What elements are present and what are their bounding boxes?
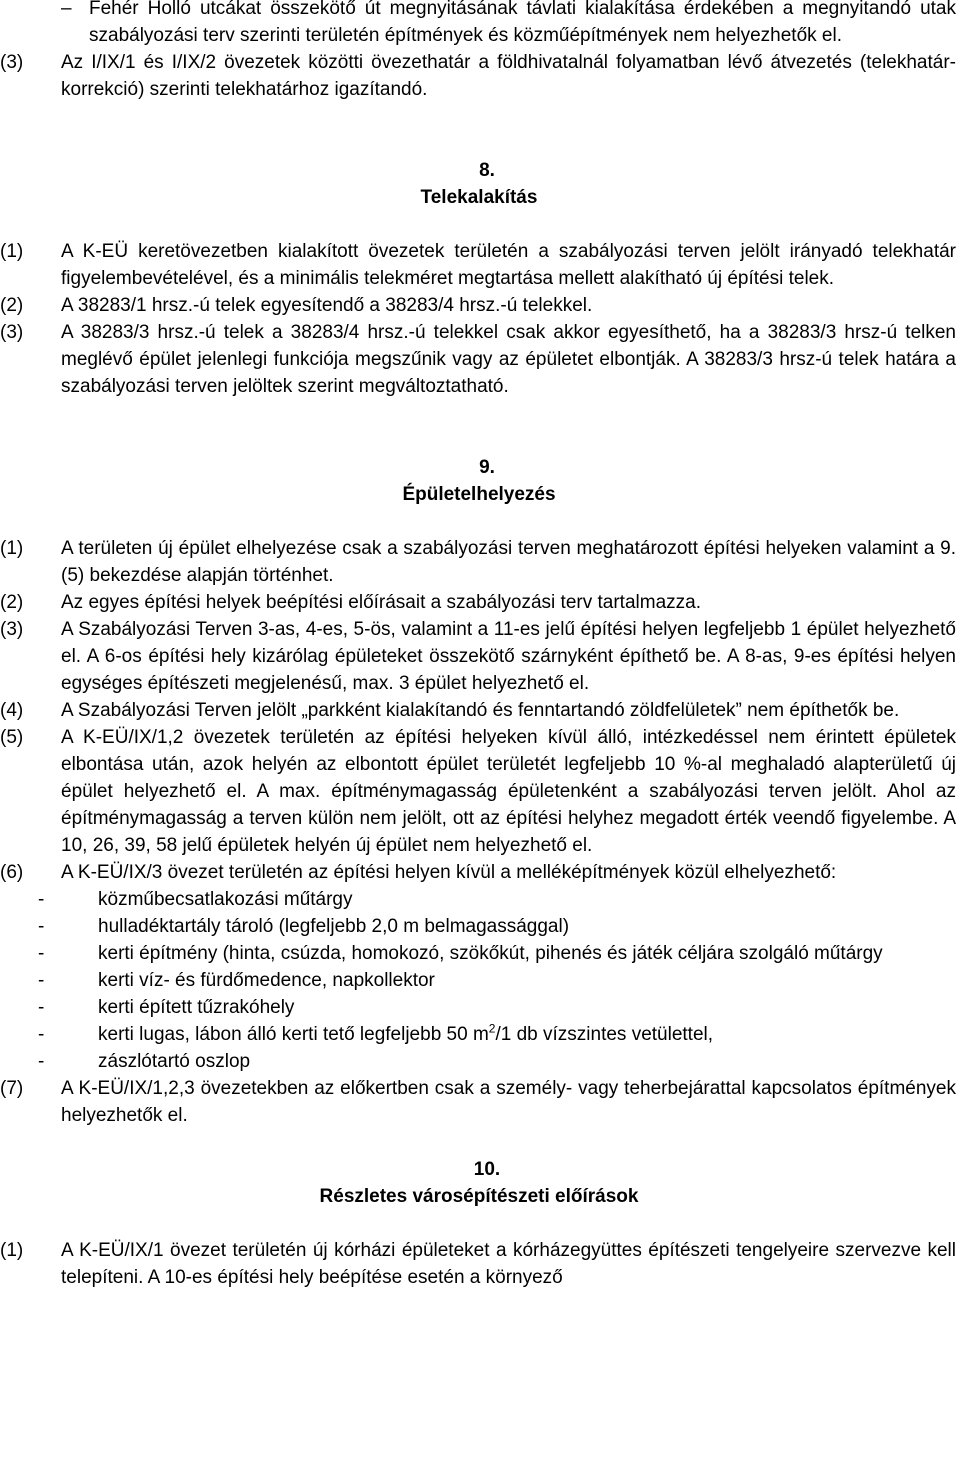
bullet-mark: -	[38, 916, 45, 937]
section-8-paragraph	[0, 238, 958, 292]
paragraph-number: (2)	[0, 592, 24, 613]
list-item-dash	[0, 0, 958, 49]
paragraph-number: (2)	[0, 295, 24, 316]
section-9-paragraph-7	[0, 1075, 958, 1129]
section-10-paragraph	[0, 1237, 958, 1291]
bullet-mark: -	[38, 1024, 45, 1045]
list-item	[0, 994, 958, 1021]
section-9-paragraph	[0, 616, 958, 697]
superscript: 2	[488, 1021, 496, 1036]
section-9-paragraph	[0, 697, 958, 724]
paragraph-text: A K-EÜ/IX/3 övezet területén az építési helyen kívül a melléképítmények közül elhelyezhető:	[61, 862, 837, 883]
dash-item-text: Fehér Holló utcákat összekötő út megnyitásának távlati kialakítása érdekében a megnyitandó utak szabályozási terv szerinti területén építmények és közműépítmények nem helyezhetők el.	[89, 0, 956, 46]
paragraph-text: A K-EÜ keretövezetben kialakított övezetek területén a szabályozási terven jelölt irányadó telekhatár figyelembevételével, és a minimális telekméret megtartása mellett alakítható új építési telek.	[61, 241, 956, 289]
paragraph-text: A 38283/3 hrsz.-ú telek a 38283/4 hrsz.-ú telekkel csak akkor egyesíthető, ha a 38283/3 hrsz-ú telken meglévő épület jelenlegi funkciója megszűnik vagy az épületet elbontják. A 38283/3 hrsz-ú telek határa a szabályozási terven jelöltek szerint megváltoztatható.	[61, 322, 956, 397]
paragraph-number: (7)	[0, 1078, 24, 1099]
section-9-paragraph	[0, 859, 958, 886]
paragraph-text: Az I/IX/1 és I/IX/2 övezetek közötti övezethatár a földhivatalnál folyamatban lévő átvezetés (telekhatár-korrekció) szerinti telekhatárhoz igazítandó.	[61, 52, 956, 100]
paragraph-text: A területen új épület elhelyezése csak a szabályozási terven meghatározott építési helyeken valamint a 9. (5) bekezdése alapján történhet.	[61, 538, 956, 586]
list-item	[0, 940, 958, 967]
section-10-number: 10.	[473, 1159, 501, 1180]
section-9-title: Épületelhelyezés	[402, 484, 556, 505]
bullet-mark: -	[38, 997, 45, 1018]
paragraph-text: A Szabályozási Terven jelölt „parkként kialakítandó és fenntartandó zöldfelületek” nem építhetők be.	[61, 700, 900, 721]
list-item-text: hulladéktartály tároló (legfeljebb 2,0 m belmagassággal)	[98, 916, 570, 937]
section-8-title: Telekalakítás	[420, 187, 538, 208]
paragraph-number: (3)	[0, 52, 24, 73]
list-item-text: zászlótartó oszlop	[98, 1051, 251, 1072]
section-9-paragraph	[0, 724, 958, 859]
list-item	[0, 1021, 958, 1048]
section-9-paragraph	[0, 535, 958, 589]
paragraph-text: A Szabályozási Terven 3-as, 4-es, 5-ös, valamint a 11-es jelű építési helyen legfeljebb 1 épület helyezhető el. A 6-os építési hely kizárólag épületeket összekötő szárnyként építhető be. A 8-as, 9-es építési helyen egységes építészeti megjelenésű, max. 3 épület helyezhető el.	[61, 619, 956, 694]
paragraph-number: (1)	[0, 241, 24, 262]
section-8-paragraph	[0, 292, 958, 319]
section-9-paragraph	[0, 589, 958, 616]
dash-mark: –	[61, 0, 72, 19]
paragraph-number: (6)	[0, 862, 24, 883]
section-8-number: 8.	[479, 160, 495, 181]
list-item-text: kerti építmény (hinta, csúzda, homokozó, szökőkút, pihenés és játék céljára szolgáló műtárgy	[98, 943, 883, 964]
section-10-title: Részletes városépítészeti előírások	[319, 1186, 639, 1207]
bullet-mark: -	[38, 970, 45, 991]
paragraph-text: Az egyes építési helyek beépítési előírásait a szabályozási terv tartalmazza.	[61, 592, 701, 613]
list-item-text: közműbecsatlakozási műtárgy	[98, 889, 353, 910]
paragraph-number: (1)	[0, 538, 24, 559]
list-item	[0, 913, 958, 940]
paragraph-3	[0, 49, 958, 103]
paragraph-text: A K-EÜ/IX/1,2 övezetek területén az építési helyeken kívül álló, intézkedéssel nem érintett épületek elbontása után, azok helyén az elbontott épület területét legfeljebb 10 %-al meghaladó alapterületű új épület helyezhető el. A max. építménymagasság épületenként a szabályozási terven jelölt. Ahol az építménymagasság a terven külön nem jelölt, ott az építési helyhez megadott érték veendő figyelembe. A 10, 26, 39, 58 jelű épületek helyén új épület nem helyezhető el.	[61, 727, 956, 856]
paragraph-text: A 38283/1 hrsz.-ú telek egyesítendő a 38283/4 hrsz.-ú telekkel.	[61, 295, 593, 316]
section-8-paragraph	[0, 319, 958, 400]
bullet-mark: -	[38, 889, 45, 910]
paragraph-number: (3)	[0, 322, 24, 343]
text-before-superscript: kerti lugas, lábon álló kerti tető legfeljebb 50 m	[98, 1024, 489, 1045]
paragraph-number: (3)	[0, 619, 24, 640]
bullet-mark: -	[38, 1051, 45, 1072]
list-item-text: kerti épített tűzrakóhely	[98, 997, 295, 1018]
list-item	[0, 967, 958, 994]
list-item	[0, 886, 958, 913]
bullet-mark: -	[38, 943, 45, 964]
paragraph-number: (5)	[0, 727, 24, 748]
text-after-superscript: /1 db vízszintes vetülettel,	[495, 1024, 714, 1045]
list-item-text	[98, 1021, 714, 1045]
list-item	[0, 1048, 958, 1075]
paragraph-number: (4)	[0, 700, 24, 721]
paragraph-text: A K-EÜ/IX/1 övezet területén új kórházi épületeket a kórházegyüttes építészeti tengelyeire szervezve kell telepíteni. A 10-es építési hely beépítése esetén a környező	[61, 1240, 956, 1288]
paragraph-number: (1)	[0, 1240, 24, 1261]
section-9-number: 9.	[479, 457, 495, 478]
list-item-text: kerti víz- és fürdőmedence, napkollektor	[98, 970, 435, 991]
paragraph-text: A K-EÜ/IX/1,2,3 övezetekben az előkertben csak a személy- vagy teherbejárattal kapcsolatos építmények helyezhetők el.	[61, 1078, 956, 1126]
